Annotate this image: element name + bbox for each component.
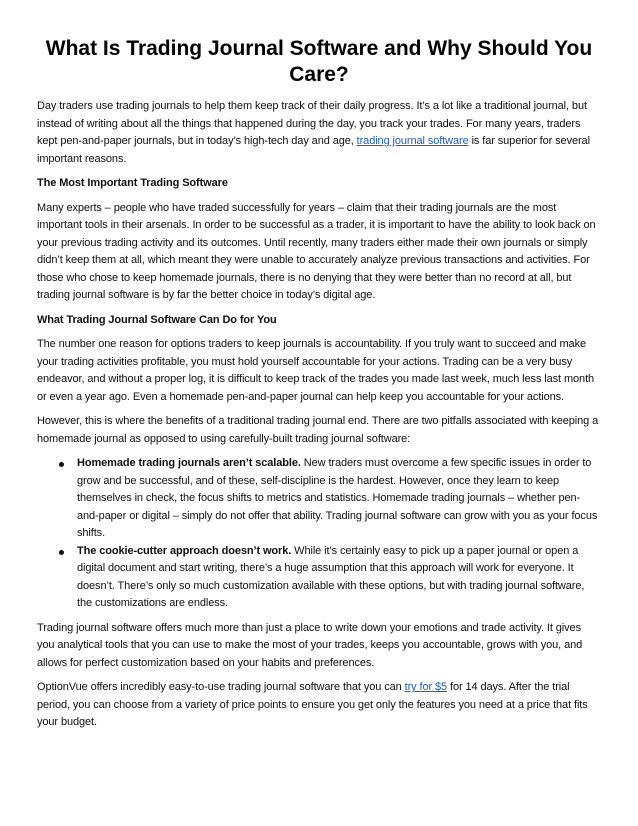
section2-paragraph-4 bbox=[37, 679, 601, 732]
para4-text-before-link: OptionVue offers incredibly easy-to-use trading journal software that you can bbox=[37, 681, 405, 693]
pitfalls-list bbox=[37, 455, 601, 613]
page-title: What Is Trading Journal Software and Why Should You Care? bbox=[45, 37, 593, 86]
section1-body: Many experts – people who have traded successfully for years – claim that their trading journals are the most important tools in their arsenals. In order to be successful as a trader, it is important to have the ability to look back on your previous trading activity and its outcomes. Until recently, many traders either made their own journals or simply didn’t keep them at all, which meant they were unable to accurately analyze previous transactions and activities. For those who chose to keep homemade journals, there is no denying that they were better than no record at all, but trading journal software is by far the better choice in today’s digital age. bbox=[37, 201, 596, 301]
list-item-text: New traders must overcome a few specific issues in order to grow and be successful, and of these, self-discipline is the hardest. However, once they learn to keep themselves in check, the focus shifts to metrics and statistics. Homemade trading journals – whether pen-and-paper or digital – simply do not offer that ability. Trading journal software can grow with you as your focus shifts. bbox=[77, 457, 598, 539]
trading-journal-software-link[interactable]: trading journal software bbox=[356, 135, 469, 147]
section2-paragraph-1: The number one reason for options traders to keep journals is accountability. If you truly want to succeed and make your trading activities profitable, you must hold yourself accountable for your actions. Trading can be a very busy endeavor, and without a proper log, it is difficult to keep track of the trades you made last week, much less last month or even a year ago. Even a homemade pen-and-paper journal can help keep you accountable for your actions. bbox=[37, 338, 595, 403]
list-item-text: While it’s certainly easy to pick up a paper journal or open a digital document and start writing, there’s a huge assumption that this approach will work for everyone. It doesn’t. There’s only so much customization available with these options, but with trading journal software, the customizations are endless. bbox=[77, 544, 585, 609]
list-item-bold-lead: Homemade trading journals aren’t scalable. bbox=[77, 457, 301, 469]
intro-text-after-link: is far superior for several important reasons. bbox=[37, 135, 590, 165]
section1-heading: The Most Important Trading Software bbox=[37, 177, 228, 189]
list-item bbox=[37, 455, 601, 543]
intro-text-before-link: Day traders use trading journals to help them keep track of their daily progress. It’s a lot like a traditional journal, but instead of writing about all the things that happened during the day, you track your trades. For many years, traders kept pen-and-paper journals, but in today’s high-tech day and age, bbox=[37, 100, 587, 147]
list-item-bold-lead: The cookie-cutter approach doesn’t work. bbox=[77, 544, 292, 557]
intro-paragraph bbox=[37, 98, 601, 168]
section2-paragraph-2: However, this is where the benefits of a traditional trading journal end. There are two pitfalls associated with keeping a homemade journal as opposed to using carefully-built trading journal software: bbox=[37, 415, 599, 445]
try-for-5-link[interactable]: try for $5 bbox=[404, 681, 448, 693]
bullet-icon bbox=[59, 462, 64, 467]
para4-text-after-link: for 14 days. After the trial period, you can choose from a variety of price points to ensure you get only the features you need at a price that fits your budget. bbox=[37, 681, 588, 728]
list-item bbox=[37, 543, 601, 613]
bullet-icon bbox=[59, 550, 64, 555]
section2-paragraph-3: Trading journal software offers much more than just a place to write down your emotions and trade activity. It gives you analytical tools that you can use to make the most of your trades, keeps you accountable, grows with you, and allows for perfect customization based on your habits and preferences. bbox=[37, 621, 583, 669]
section2-heading: What Trading Journal Software Can Do for You bbox=[37, 313, 277, 326]
